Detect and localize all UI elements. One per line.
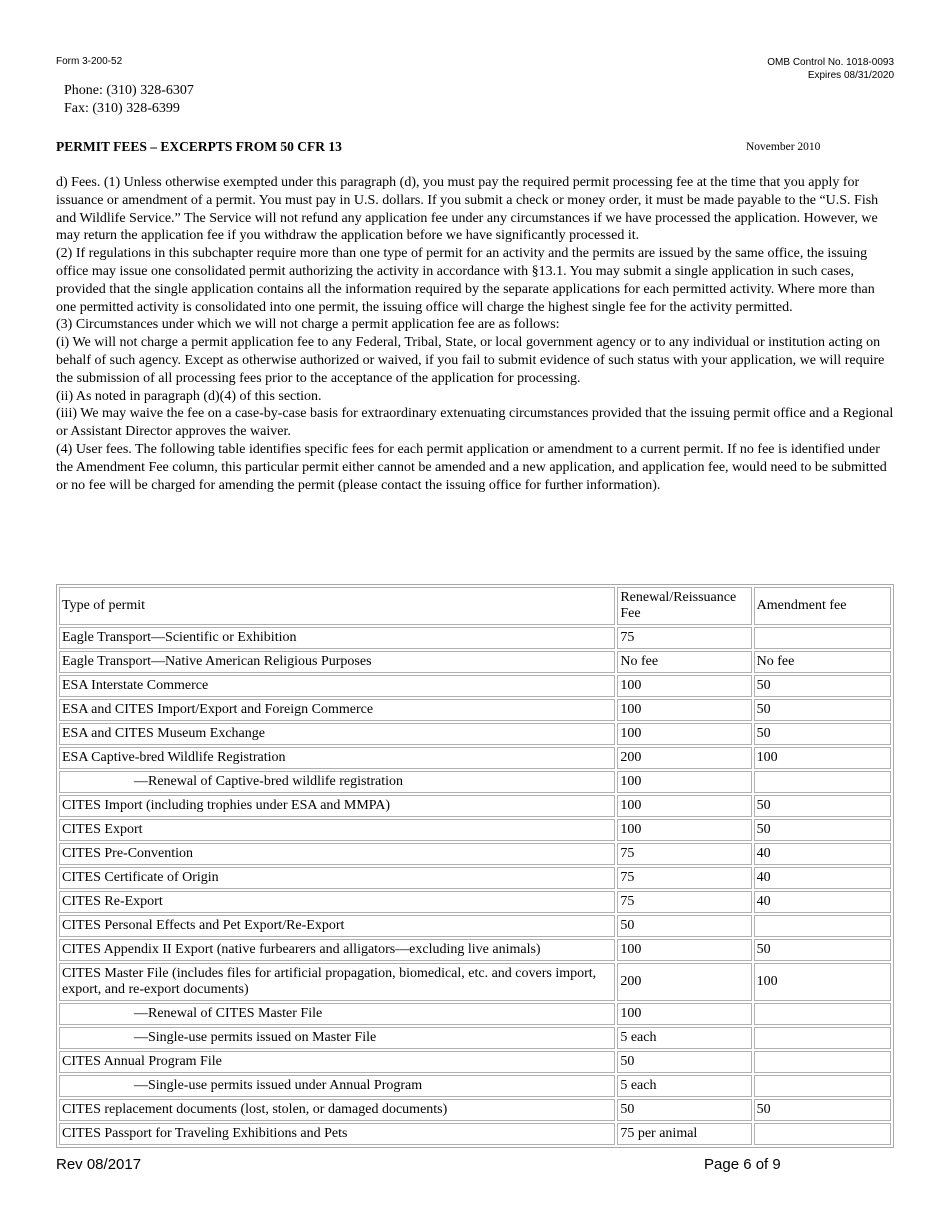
contact-info — [64, 82, 194, 118]
table-row — [59, 1075, 891, 1097]
paragraph: (3) Circumstances under which we will not charge a permit application fee are as follows: — [56, 317, 560, 333]
page-title: PERMIT FEES – EXCERPTS FROM 50 CFR 13 — [56, 139, 342, 154]
table-row — [59, 963, 891, 1001]
form-number: Form 3-200-52 — [56, 56, 123, 67]
table-row — [59, 819, 891, 841]
renewal-fee-cell: 5 each — [617, 1075, 751, 1097]
permit-type-cell: ESA and CITES Museum Exchange — [59, 723, 615, 745]
permit-type-cell: Eagle Transport—Scientific or Exhibition — [59, 627, 615, 649]
renewal-fee-cell: 100 — [617, 699, 751, 721]
paragraph: (4) User fees. The following table identifies specific fees for each permit application or amendment to a current permit. If no fee is identified under the Amendment Fee column, this particular permit either cannot be amended and a new application, and application fee, would need to be submitted or no fee will be charged for amending the permit (please contact the issuing office for further information). — [56, 441, 887, 493]
table-row — [59, 867, 891, 889]
renewal-fee-cell: 50 — [617, 915, 751, 937]
permit-type-cell: —Renewal of Captive-bred wildlife registration — [59, 771, 615, 793]
amendment-fee-cell — [754, 915, 891, 937]
renewal-fee-cell: 50 — [617, 1051, 751, 1073]
title-date: November 2010 — [746, 141, 821, 153]
paragraph: d) Fees. (1) Unless otherwise exempted under this paragraph (d), you must pay the required permit processing fee at the time that you apply for issuance or amendment of a permit. You must pay in U.S. dollars. If you submit a check or money order, it must be made payable to the “U.S. Fish and Wildlife Service.” The Service will not refund any application fee under any circumstances if we have processed the application. However, we may return the application fee if you withdraw the application before we have significantly processed it. — [56, 175, 879, 244]
permit-type-cell: ESA and CITES Import/Export and Foreign Commerce — [59, 699, 615, 721]
permit-type-cell: CITES Export — [59, 819, 615, 841]
table-row — [59, 1099, 891, 1121]
expiration-date: Expires 08/31/2020 — [807, 70, 894, 81]
amendment-fee-cell: 50 — [754, 1099, 891, 1121]
renewal-fee-cell: 100 — [617, 819, 751, 841]
renewal-fee-cell: No fee — [617, 651, 751, 673]
amendment-fee-cell: 50 — [754, 723, 891, 745]
amendment-fee-cell: 50 — [754, 675, 891, 697]
column-header-amendment-fee: Amendment fee — [754, 587, 891, 625]
amendment-fee-cell — [754, 1075, 891, 1097]
permit-type-cell: CITES Annual Program File — [59, 1051, 615, 1073]
permit-type-cell: CITES replacement documents (lost, stolen, or damaged documents) — [59, 1099, 615, 1121]
renewal-fee-cell: 50 — [617, 1099, 751, 1121]
table-row — [59, 1027, 891, 1049]
amendment-fee-cell — [754, 627, 891, 649]
permit-type-cell: CITES Certificate of Origin — [59, 867, 615, 889]
permit-type-cell: CITES Import (including trophies under ESA and MMPA) — [59, 795, 615, 817]
renewal-fee-cell: 200 — [617, 963, 751, 1001]
table-row — [59, 1003, 891, 1025]
renewal-fee-cell: 5 each — [617, 1027, 751, 1049]
table-row — [59, 915, 891, 937]
renewal-fee-cell: 100 — [617, 675, 751, 697]
renewal-fee-cell: 75 — [617, 867, 751, 889]
omb-control-number: OMB Control No. 1018-0093 — [767, 57, 894, 68]
renewal-fee-cell: 200 — [617, 747, 751, 769]
permit-fees-table — [56, 584, 894, 1148]
table-row — [59, 747, 891, 769]
permit-type-cell: CITES Pre-Convention — [59, 843, 615, 865]
permit-type-cell: ESA Interstate Commerce — [59, 675, 615, 697]
permit-type-cell: —Renewal of CITES Master File — [59, 1003, 615, 1025]
column-header-type: Type of permit — [59, 587, 615, 625]
renewal-fee-cell: 100 — [617, 1003, 751, 1025]
renewal-fee-cell: 100 — [617, 771, 751, 793]
amendment-fee-cell: 50 — [754, 795, 891, 817]
renewal-fee-cell: 75 — [617, 843, 751, 865]
table-row — [59, 1051, 891, 1073]
amendment-fee-cell: 100 — [754, 747, 891, 769]
table-row — [59, 771, 891, 793]
table-row — [59, 627, 891, 649]
page-number: Page 6 of 9 — [704, 1156, 781, 1173]
table-row — [59, 651, 891, 673]
table-row — [59, 675, 891, 697]
omb-info — [767, 56, 894, 82]
permit-type-cell: CITES Passport for Traveling Exhibitions and Pets — [59, 1123, 615, 1145]
amendment-fee-cell: No fee — [754, 651, 891, 673]
renewal-fee-cell: 75 — [617, 891, 751, 913]
amendment-fee-cell: 50 — [754, 699, 891, 721]
permit-type-cell: CITES Appendix II Export (native furbearers and alligators—excluding live animals) — [59, 939, 615, 961]
renewal-fee-cell: 100 — [617, 795, 751, 817]
paragraph: (iii) We may waive the fee on a case-by-case basis for extraordinary extenuating circumstances provided that the issuing permit office and a Regional or Assistant Director approves the waiver. — [56, 406, 894, 440]
amendment-fee-cell: 50 — [754, 819, 891, 841]
column-header-renewal-fee: Renewal/Reissuance Fee — [617, 587, 751, 625]
table-row — [59, 843, 891, 865]
amendment-fee-cell: 100 — [754, 963, 891, 1001]
amendment-fee-cell: 40 — [754, 843, 891, 865]
table-header-row — [59, 587, 891, 625]
renewal-fee-cell: 75 per animal — [617, 1123, 751, 1145]
renewal-fee-cell: 100 — [617, 939, 751, 961]
amendment-fee-cell — [754, 1051, 891, 1073]
permit-type-cell: —Single-use permits issued under Annual Program — [59, 1075, 615, 1097]
amendment-fee-cell — [754, 1003, 891, 1025]
revision-date: Rev 08/2017 — [56, 1156, 142, 1173]
amendment-fee-cell — [754, 771, 891, 793]
amendment-fee-cell: 50 — [754, 939, 891, 961]
paragraph: (ii) As noted in paragraph (d)(4) of this section. — [56, 388, 322, 404]
phone-number: Phone: (310) 328-6307 — [64, 83, 194, 98]
permit-type-cell: CITES Master File (includes files for artificial propagation, biomedical, etc. and covers import, export, and re-export documents) — [59, 963, 615, 1001]
permit-type-cell: ESA Captive-bred Wildlife Registration — [59, 747, 615, 769]
amendment-fee-cell: 40 — [754, 891, 891, 913]
table-row — [59, 699, 891, 721]
permit-type-cell: CITES Personal Effects and Pet Export/Re-Export — [59, 915, 615, 937]
table-row — [59, 1123, 891, 1145]
table-row — [59, 891, 891, 913]
permit-type-cell: CITES Re-Export — [59, 891, 615, 913]
amendment-fee-cell — [754, 1027, 891, 1049]
fax-number: Fax: (310) 328-6399 — [64, 101, 180, 116]
amendment-fee-cell — [754, 1123, 891, 1145]
permit-type-cell: Eagle Transport—Native American Religious Purposes — [59, 651, 615, 673]
table-row — [59, 723, 891, 745]
paragraph: (2) If regulations in this subchapter require more than one type of permit for an activity and the permits are issued by the same office, the issuing office may issue one consolidated permit authorizing the activity in accordance with §13.1. You may submit a single application in such cases, provided that the single application contains all the information required by the separate applications for each permitted activity. Where more than one permitted activity is consolidated into one permit, the issuing office will charge the highest single fee for the activity permitted. — [56, 246, 875, 315]
table-row — [59, 939, 891, 961]
renewal-fee-cell: 75 — [617, 627, 751, 649]
permit-type-cell: —Single-use permits issued on Master File — [59, 1027, 615, 1049]
paragraph: (i) We will not charge a permit application fee to any Federal, Tribal, State, or local government agency or to any individual or institution acting on behalf of such agency. Except as otherwise authorized or waived, if you fail to submit evidence of such status with your application, we will require the submission of all processing fees prior to the acceptance of the application for processing. — [56, 335, 885, 386]
renewal-fee-cell: 100 — [617, 723, 751, 745]
fee-regulations-text — [56, 174, 896, 494]
amendment-fee-cell: 40 — [754, 867, 891, 889]
table-row — [59, 795, 891, 817]
